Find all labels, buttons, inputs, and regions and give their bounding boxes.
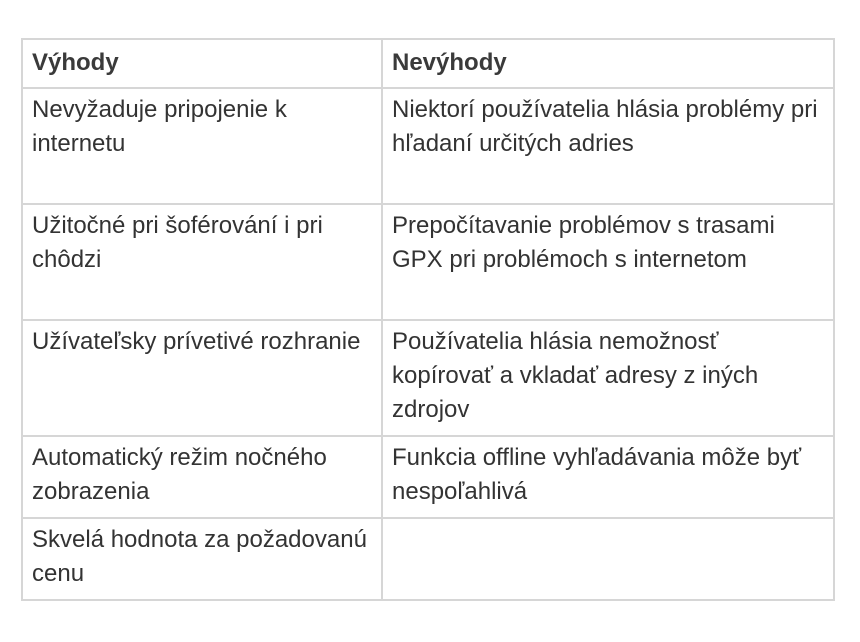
table-header-row [22, 39, 834, 88]
pros-cell: Automatický režim nočného zobrazenia [22, 436, 382, 518]
table-row [22, 88, 834, 204]
header-pros: Výhody [22, 39, 382, 88]
table-row [22, 436, 834, 518]
cons-cell: Funkcia offline vyhľadávania môže byť nespoľahlivá [382, 436, 834, 518]
table-row [22, 320, 834, 436]
pros-cell: Nevyžaduje pripojenie k internetu [22, 88, 382, 204]
header-cons: Nevýhody [382, 39, 834, 88]
pros-cons-table-container [21, 38, 833, 601]
cons-cell: Používatelia hlásia nemožnosť kopírovať a vkladať adresy z iných zdrojov [382, 320, 834, 436]
pros-cell: Skvelá hodnota za požadovanú cenu [22, 518, 382, 600]
pros-cell: Užitočné pri šoférování i pri chôdzi [22, 204, 382, 320]
pros-cons-table [21, 38, 835, 601]
table-row [22, 518, 834, 600]
table-row [22, 204, 834, 320]
cons-cell-empty [382, 518, 834, 600]
cons-cell: Niektorí používatelia hlásia problémy pri hľadaní určitých adries [382, 88, 834, 204]
cons-cell: Prepočítavanie problémov s trasami GPX pri problémoch s internetom [382, 204, 834, 320]
pros-cell: Užívateľsky prívetivé rozhranie [22, 320, 382, 436]
